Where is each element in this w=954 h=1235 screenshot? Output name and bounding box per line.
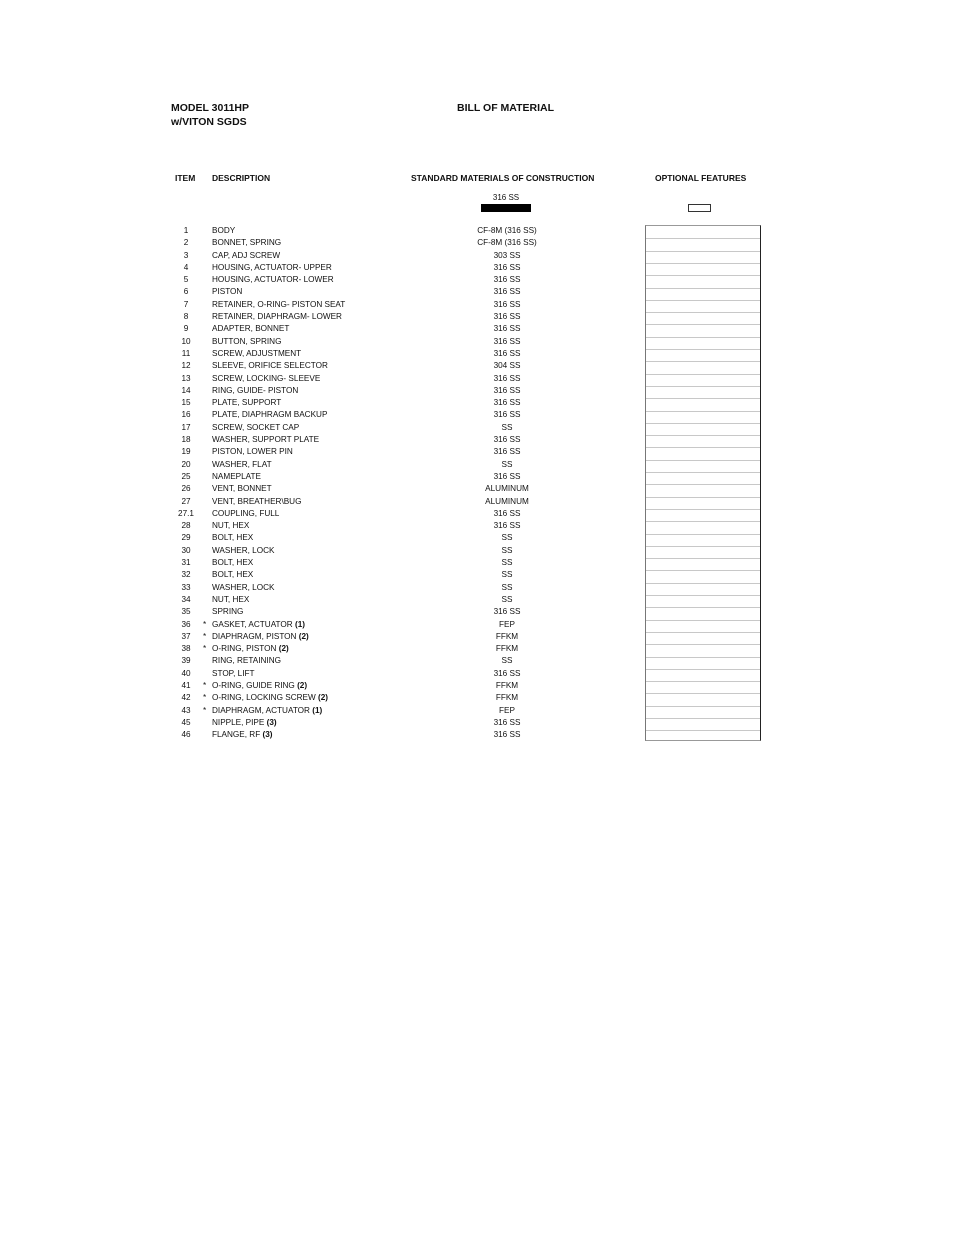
description-text: BUTTON, SPRING — [212, 336, 282, 346]
item-number: 30 — [181, 545, 191, 555]
item-description — [212, 274, 334, 286]
item-number: 41 — [181, 680, 191, 690]
item-material: FFKM — [495, 631, 519, 641]
item-material: 316 SS — [493, 262, 521, 272]
footnote-ref: (1) — [294, 619, 305, 629]
optional-feature-cell-divider — [646, 657, 760, 658]
item-number: 34 — [181, 594, 191, 604]
table-row — [170, 569, 650, 581]
item-description — [212, 422, 299, 434]
table-row — [170, 311, 650, 323]
item-number: 35 — [181, 607, 191, 617]
table-row — [170, 422, 650, 434]
optional-feature-cell-divider — [646, 669, 760, 670]
item-description — [212, 360, 328, 372]
description-text: BONNET, SPRING — [212, 238, 282, 248]
item-material: 304 SS — [493, 361, 521, 371]
item-description — [212, 545, 274, 557]
item-description — [212, 409, 327, 421]
table-row — [170, 262, 650, 274]
footnote-ref: (1) — [312, 705, 323, 715]
description-text: SCREW, SOCKET CAP — [212, 422, 300, 432]
table-row — [170, 594, 650, 606]
item-description — [212, 250, 280, 262]
standard-material-marker — [481, 204, 531, 212]
item-material: SS — [501, 594, 513, 604]
item-description — [212, 655, 281, 667]
table-row — [170, 520, 650, 532]
model-number: MODEL 3011HP — [171, 102, 250, 114]
table-row — [170, 434, 650, 446]
table-row — [170, 286, 650, 298]
table-row — [170, 274, 650, 286]
footnote-ref: (3) — [266, 717, 277, 727]
item-number: 16 — [181, 410, 191, 420]
item-material: CF-8M (316 SS) — [477, 238, 537, 248]
item-number: 9 — [183, 324, 189, 334]
item-material: FEP — [499, 619, 515, 629]
optional-feature-cell-divider — [646, 288, 760, 289]
table-row — [170, 250, 650, 262]
column-header-item: ITEM — [175, 173, 196, 183]
item-description — [212, 668, 254, 680]
page-title: BILL OF MATERIAL — [457, 102, 555, 114]
description-text: PISTON, LOWER PIN — [212, 447, 293, 457]
optional-feature-cell-divider — [646, 521, 760, 522]
item-material: CF-8M (316 SS) — [477, 226, 537, 235]
item-description — [212, 619, 305, 631]
item-number: 1 — [183, 226, 189, 235]
item-number: 46 — [181, 730, 191, 740]
item-material: ALUMINUM — [485, 484, 529, 494]
item-description — [212, 397, 281, 409]
item-number: 13 — [181, 373, 191, 383]
description-text: NUT, HEX — [212, 594, 250, 604]
item-material: 316 SS — [493, 607, 521, 617]
item-material: ALUMINUM — [485, 496, 529, 506]
item-number: 19 — [181, 447, 191, 457]
item-material: SS — [501, 533, 513, 543]
description-text: NUT, HEX — [212, 521, 250, 531]
table-row — [170, 360, 650, 372]
table-row — [170, 225, 650, 237]
optional-feature-cell-divider — [646, 423, 760, 424]
item-number: 17 — [181, 422, 191, 432]
item-number: 40 — [181, 668, 191, 678]
item-number: 25 — [181, 471, 191, 481]
description-text: RETAINER, O-RING- PISTON SEAT — [212, 299, 346, 309]
item-description — [212, 532, 253, 544]
item-number: 20 — [181, 459, 191, 469]
item-material: 316 SS — [493, 410, 521, 420]
item-description — [212, 631, 309, 643]
optional-feature-cell-divider — [646, 435, 760, 436]
item-description — [212, 680, 307, 692]
item-material: 316 SS — [493, 447, 521, 457]
item-material: 316 SS — [493, 373, 521, 383]
item-material: 316 SS — [493, 508, 521, 518]
optional-features-checkbox[interactable] — [688, 204, 711, 212]
optional-feature-cell-divider — [646, 583, 760, 584]
item-material: 316 SS — [493, 730, 521, 740]
description-text: ADAPTER, BONNET — [212, 324, 290, 334]
optional-feature-cell-divider — [646, 361, 760, 362]
item-number: 18 — [181, 435, 191, 445]
item-number: 45 — [181, 717, 191, 727]
item-material: SS — [501, 570, 513, 580]
description-text: HOUSING, ACTUATOR- UPPER — [212, 262, 332, 272]
table-row — [170, 409, 650, 421]
item-description — [212, 508, 279, 520]
description-text: O-RING, GUIDE RING — [212, 680, 295, 690]
spare-part-marker: * — [203, 619, 207, 629]
item-number: 42 — [181, 693, 191, 703]
description-text: VENT, BREATHER\BUG — [212, 496, 302, 506]
item-description — [212, 520, 249, 532]
item-material: SS — [501, 459, 513, 469]
optional-feature-cell-divider — [646, 693, 760, 694]
description-text: GASKET, ACTUATOR — [212, 619, 293, 629]
table-row — [170, 705, 650, 717]
table-row — [170, 557, 650, 569]
table-row — [170, 729, 650, 741]
table-row — [170, 532, 650, 544]
item-material: FFKM — [495, 644, 519, 654]
table-row — [170, 299, 650, 311]
description-text: FLANGE, RF — [212, 730, 261, 740]
description-text: DIAPHRAGM, PISTON — [212, 631, 297, 641]
item-description — [212, 606, 243, 618]
item-description — [212, 471, 261, 483]
optional-feature-cell-divider — [646, 706, 760, 707]
item-material: 316 SS — [493, 299, 521, 309]
optional-feature-cell-divider — [646, 632, 760, 633]
optional-feature-cell-divider — [646, 484, 760, 485]
optional-feature-cell-divider — [646, 398, 760, 399]
item-material: 316 SS — [493, 398, 521, 408]
optional-features-column — [645, 225, 761, 741]
table-row — [170, 631, 650, 643]
item-description — [212, 434, 319, 446]
item-number: 11 — [181, 348, 191, 358]
item-description — [212, 286, 242, 298]
description-text: BOLT, HEX — [212, 570, 254, 580]
table-row — [170, 323, 650, 335]
item-description — [212, 705, 322, 717]
item-material: 316 SS — [493, 521, 521, 531]
item-number: 37 — [181, 631, 191, 641]
table-row — [170, 446, 650, 458]
item-number: 31 — [181, 558, 191, 568]
description-text: SCREW, LOCKING- SLEEVE — [212, 373, 321, 383]
item-number: 5 — [183, 275, 189, 285]
optional-feature-cell-divider — [646, 570, 760, 571]
optional-feature-cell-divider — [646, 238, 760, 239]
optional-feature-cell-divider — [646, 300, 760, 301]
item-material: SS — [501, 582, 513, 592]
item-number: 6 — [183, 287, 189, 297]
optional-feature-cell-divider — [646, 251, 760, 252]
item-material: 316 SS — [493, 435, 521, 445]
optional-feature-cell-divider — [646, 263, 760, 264]
item-number: 26 — [181, 484, 191, 494]
description-text: WASHER, LOCK — [212, 545, 275, 555]
table-row — [170, 508, 650, 520]
item-material: 316 SS — [493, 471, 521, 481]
table-row — [170, 336, 650, 348]
description-text: BOLT, HEX — [212, 533, 254, 543]
optional-feature-cell-divider — [646, 607, 760, 608]
optional-feature-cell-divider — [646, 534, 760, 535]
table-row — [170, 483, 650, 495]
optional-feature-cell-divider — [646, 497, 760, 498]
description-text: STOP, LIFT — [212, 668, 255, 678]
description-text: PLATE, DIAPHRAGM BACKUP — [212, 410, 328, 420]
description-text: SLEEVE, ORIFICE SELECTOR — [212, 361, 328, 371]
optional-feature-cell-divider — [646, 411, 760, 412]
item-number: 4 — [183, 262, 189, 272]
optional-feature-cell-divider — [646, 275, 760, 276]
item-material: FFKM — [495, 693, 519, 703]
optional-feature-cell-divider — [646, 460, 760, 461]
item-description — [212, 483, 272, 495]
table-row — [170, 619, 650, 631]
table-row — [170, 582, 650, 594]
table-row — [170, 385, 650, 397]
item-description — [212, 225, 235, 237]
item-number: 10 — [181, 336, 191, 346]
footnote-ref: (2) — [278, 644, 289, 654]
item-material: 316 SS — [493, 348, 521, 358]
table-row — [170, 692, 650, 704]
item-material: 316 SS — [493, 385, 521, 395]
item-number: 15 — [181, 398, 191, 408]
footnote-ref: (2) — [298, 631, 309, 641]
description-text: SCREW, ADJUSTMENT — [212, 348, 302, 358]
table-row — [170, 545, 650, 557]
description-text: VENT, BONNET — [212, 484, 272, 494]
item-description — [212, 729, 273, 741]
description-text: HOUSING, ACTUATOR- LOWER — [212, 275, 334, 285]
table-row — [170, 606, 650, 618]
spare-part-marker: * — [203, 631, 207, 641]
item-number: 27 — [181, 496, 191, 506]
description-text: O-RING, PISTON — [212, 644, 277, 654]
description-text: WASHER, LOCK — [212, 582, 275, 592]
item-number: 29 — [181, 533, 191, 543]
table-row — [170, 643, 650, 655]
model-title — [171, 101, 249, 129]
table-row — [170, 496, 650, 508]
optional-feature-cell-divider — [646, 472, 760, 473]
item-material: 316 SS — [493, 312, 521, 322]
item-number: 14 — [181, 385, 191, 395]
item-number: 7 — [183, 299, 189, 309]
description-text: WASHER, FLAT — [212, 459, 272, 469]
item-material: FEP — [499, 705, 515, 715]
item-number: 27.1 — [178, 508, 194, 518]
item-number: 32 — [181, 570, 191, 580]
bom-table — [170, 225, 650, 741]
column-header-description: DESCRIPTION — [212, 173, 271, 183]
item-description — [212, 459, 272, 471]
optional-feature-cell-divider — [646, 509, 760, 510]
table-row — [170, 655, 650, 667]
column-header-optional-features: OPTIONAL FEATURES — [655, 173, 747, 183]
description-text: COUPLING, FULL — [212, 508, 280, 518]
description-text: RING, GUIDE- PISTON — [212, 385, 299, 395]
item-description — [212, 569, 253, 581]
standard-material-label: 316 SS — [492, 193, 520, 202]
optional-feature-cell-divider — [646, 447, 760, 448]
optional-feature-cell-divider — [646, 374, 760, 375]
table-row — [170, 237, 650, 249]
description-text: NIPPLE, PIPE — [212, 717, 265, 727]
item-description — [212, 373, 320, 385]
model-variant: w/VITON SGDS — [171, 116, 247, 128]
item-material: 316 SS — [493, 336, 521, 346]
item-description — [212, 299, 345, 311]
item-material: SS — [501, 545, 513, 555]
item-description — [212, 557, 253, 569]
item-description — [212, 582, 274, 594]
table-row — [170, 348, 650, 360]
item-description — [212, 237, 281, 249]
item-material: SS — [501, 558, 513, 568]
item-number: 39 — [181, 656, 191, 666]
item-description — [212, 262, 332, 274]
description-text: CAP, ADJ SCREW — [212, 250, 281, 260]
item-description — [212, 692, 328, 704]
item-description — [212, 594, 249, 606]
item-description — [212, 311, 342, 323]
item-material: 303 SS — [493, 250, 521, 260]
item-description — [212, 643, 289, 655]
item-description — [212, 446, 293, 458]
footnote-ref: (3) — [262, 730, 273, 740]
optional-feature-cell-divider — [646, 595, 760, 596]
item-material: 316 SS — [493, 275, 521, 285]
optional-feature-cell-divider — [646, 337, 760, 338]
item-description — [212, 717, 277, 729]
table-row — [170, 471, 650, 483]
item-description — [212, 336, 281, 348]
description-text: RING, RETAINING — [212, 656, 281, 666]
item-material: SS — [501, 656, 513, 666]
description-text: O-RING, LOCKING SCREW — [212, 693, 316, 703]
item-material: 316 SS — [493, 287, 521, 297]
description-text: DIAPHRAGM, ACTUATOR — [212, 705, 310, 715]
optional-feature-cell-divider — [646, 681, 760, 682]
item-material: 316 SS — [493, 717, 521, 727]
spare-part-marker: * — [203, 680, 207, 690]
item-number: 33 — [181, 582, 191, 592]
item-material: 316 SS — [493, 324, 521, 334]
description-text: NAMEPLATE — [212, 471, 261, 481]
optional-feature-cell-divider — [646, 730, 760, 731]
table-row — [170, 717, 650, 729]
spare-part-marker: * — [203, 705, 207, 715]
description-text: BODY — [212, 226, 236, 235]
optional-feature-cell-divider — [646, 312, 760, 313]
item-number: 38 — [181, 644, 191, 654]
optional-feature-cell-divider — [646, 386, 760, 387]
item-number: 2 — [183, 238, 189, 248]
description-text: RETAINER, DIAPHRAGM- LOWER — [212, 312, 342, 322]
table-row — [170, 668, 650, 680]
spare-part-marker: * — [203, 644, 207, 654]
item-material: 316 SS — [493, 668, 521, 678]
table-row — [170, 397, 650, 409]
table-row — [170, 459, 650, 471]
item-material: SS — [501, 422, 513, 432]
item-number: 28 — [181, 521, 191, 531]
item-number: 36 — [181, 619, 191, 629]
column-header-standard-materials: STANDARD MATERIALS OF CONSTRUCTION — [411, 173, 595, 183]
item-number: 3 — [183, 250, 189, 260]
item-number: 12 — [181, 361, 191, 371]
footnote-ref: (2) — [318, 693, 329, 703]
table-row — [170, 373, 650, 385]
description-text: BOLT, HEX — [212, 558, 254, 568]
optional-feature-cell-divider — [646, 546, 760, 547]
description-text: WASHER, SUPPORT PLATE — [212, 435, 320, 445]
description-text: SPRING — [212, 607, 244, 617]
optional-feature-cell-divider — [646, 349, 760, 350]
description-text: PLATE, SUPPORT — [212, 398, 282, 408]
optional-feature-cell-divider — [646, 558, 760, 559]
optional-feature-cell-divider — [646, 644, 760, 645]
table-row — [170, 680, 650, 692]
item-material: FFKM — [495, 680, 519, 690]
item-description — [212, 348, 301, 360]
optional-feature-cell-divider — [646, 718, 760, 719]
item-description — [212, 323, 289, 335]
item-number: 43 — [181, 705, 191, 715]
optional-feature-cell-divider — [646, 324, 760, 325]
item-number: 8 — [183, 312, 189, 322]
item-description — [212, 385, 298, 397]
footnote-ref: (2) — [297, 680, 308, 690]
description-text: PISTON — [212, 287, 243, 297]
item-description — [212, 496, 301, 508]
optional-feature-cell-divider — [646, 620, 760, 621]
spare-part-marker: * — [203, 693, 207, 703]
